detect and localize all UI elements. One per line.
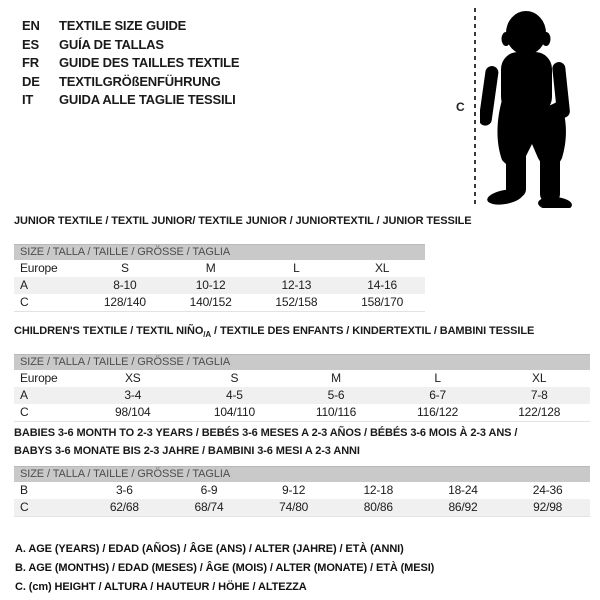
language-code: DE	[22, 73, 40, 89]
table-title-line2: BABYS 3-6 MONATE BIS 2-3 JAHRE / BAMBINI 3-6 MESI A 2-3 ANNI	[14, 445, 360, 458]
row-label: C	[20, 500, 29, 515]
size-cell: 12-18	[363, 483, 394, 498]
language-label: TEXTILGRÖßENFÜHRUNG	[59, 73, 221, 89]
legend-line-b: B. AGE (MONTHS) / EDAD (MESES) / ÂGE (MOIS) / ALTER (MONATE) / ETÀ (MESI)	[15, 562, 435, 574]
size-cell: 104/110	[213, 405, 255, 420]
size-cell: L	[434, 371, 441, 386]
legend-line-a: A. AGE (YEARS) / EDAD (AÑOS) / ÂGE (ANS) / ALTER (JAHRE) / ETÀ (ANNI)	[15, 543, 404, 555]
size-cell: 110/116	[315, 405, 357, 420]
size-cell: XS	[124, 371, 141, 386]
size-cell: 7-8	[530, 388, 548, 403]
row-label: C	[20, 295, 29, 310]
size-cell: 8-10	[113, 278, 137, 293]
row-label: Europe	[20, 261, 58, 276]
size-cell: 116/122	[417, 405, 459, 420]
size-cell: 122/128	[518, 405, 561, 420]
size-header-bar: SIZE / TALLA / TAILLE / GRÖSSE / TAGLIA	[14, 466, 590, 482]
row-label: C	[20, 405, 29, 420]
language-list	[22, 17, 239, 110]
table-row	[14, 370, 590, 387]
language-code: FR	[22, 55, 39, 70]
table-row	[14, 499, 590, 516]
language-row	[22, 36, 239, 55]
size-cell: 5-6	[327, 388, 345, 403]
size-cell: 10-12	[195, 278, 226, 293]
language-code: IT	[22, 92, 34, 107]
babies-size-table	[14, 466, 590, 517]
junior-textile-section	[14, 214, 590, 312]
table-title-text: JUNIOR TEXTILE / TEXTIL JUNIOR/ TEXTILE JUNIOR / JUNIORTEXTIL / JUNIOR TESSILE	[14, 215, 472, 227]
table-row	[14, 277, 425, 294]
language-label: TEXTILE SIZE GUIDE	[59, 18, 187, 33]
size-cell: 92/98	[533, 500, 563, 515]
table-title	[14, 324, 590, 342]
size-cell: 74/80	[279, 500, 309, 515]
language-label: GUIDA ALLE TAGLIE TESSILI	[59, 92, 236, 107]
size-cell: 18-24	[448, 483, 478, 498]
size-cell: 14-16	[367, 278, 397, 293]
size-cell: 152/158	[275, 295, 318, 310]
children-textile-section	[14, 324, 590, 422]
table-title	[14, 426, 590, 444]
language-row	[22, 73, 239, 92]
size-cell: 3-4	[124, 388, 142, 403]
height-measure-line	[474, 8, 476, 207]
table-title-subscript: /A	[203, 330, 212, 340]
language-code: ES	[22, 36, 39, 52]
table-row	[14, 387, 590, 404]
table-title-text: BABIES 3-6 MONTH TO 2-3 YEARS / BEBÉS 3-6 MESES A 2-3 AÑOS / BÉBÉS 3-6 MOIS À 2-3 ANS /	[14, 427, 518, 439]
size-cell: 9-12	[282, 483, 306, 498]
size-cell: 68/74	[194, 500, 224, 515]
language-label: GUÍA DE TALLAS	[59, 36, 164, 52]
junior-size-table	[14, 244, 425, 312]
table-title-text: CHILDREN'S TEXTILE / TEXTIL NIÑO	[14, 325, 204, 337]
language-code: EN	[22, 18, 40, 33]
row-label: B	[20, 483, 28, 498]
children-size-table	[14, 354, 590, 422]
size-cell: 3-6	[115, 483, 133, 498]
legend-line-c: C. (cm) HEIGHT / ALTURA / HAUTEUR / HÖHE / ALTEZZA	[15, 581, 307, 593]
language-row	[22, 91, 239, 110]
legend	[15, 540, 434, 597]
size-cell: XL	[532, 371, 547, 386]
size-cell: 140/152	[189, 295, 232, 310]
language-label: GUIDE DES TAILLES TEXTILE	[59, 55, 240, 70]
size-cell: S	[230, 371, 239, 386]
size-cell: XL	[374, 261, 390, 276]
row-label: A	[20, 388, 28, 403]
size-header-bar: SIZE / TALLA / TAILLE / GRÖSSE / TAGLIA	[14, 354, 590, 370]
table-title-text: / TEXTILE DES ENFANTS / KINDERTEXTIL / BAMBINI TESSILE	[211, 325, 535, 337]
table-row	[14, 404, 590, 421]
table-row	[14, 294, 425, 311]
table-row	[14, 260, 425, 277]
size-cell: 12-13	[281, 278, 312, 293]
table-row	[14, 482, 590, 499]
size-table	[14, 482, 590, 516]
row-label: A	[20, 278, 28, 293]
baby-figure	[450, 8, 598, 214]
babies-textile-section	[14, 426, 590, 517]
size-cell: 6-9	[200, 483, 218, 498]
size-cell: 86/92	[448, 500, 478, 515]
size-cell: 62/68	[109, 500, 139, 515]
size-table	[14, 370, 590, 421]
height-measure-label: C	[456, 100, 465, 114]
size-cell: M	[205, 261, 216, 276]
size-header-bar: SIZE / TALLA / TAILLE / GRÖSSE / TAGLIA	[14, 244, 425, 260]
size-cell: 80/86	[363, 500, 393, 515]
language-row	[22, 17, 239, 36]
size-cell: 4-5	[226, 388, 243, 403]
size-cell: 6-7	[429, 388, 446, 403]
baby-silhouette	[480, 8, 580, 208]
size-cell: 24-36	[532, 483, 563, 498]
size-table	[14, 260, 425, 311]
table-title	[14, 214, 590, 232]
size-cell: 98/104	[115, 405, 151, 420]
row-label: Europe	[20, 371, 58, 386]
size-cell: M	[331, 371, 341, 386]
size-cell: 128/140	[103, 295, 146, 310]
language-row	[22, 54, 239, 73]
size-cell: L	[293, 261, 300, 276]
size-cell: 158/170	[361, 295, 404, 310]
size-cell: S	[120, 261, 129, 276]
